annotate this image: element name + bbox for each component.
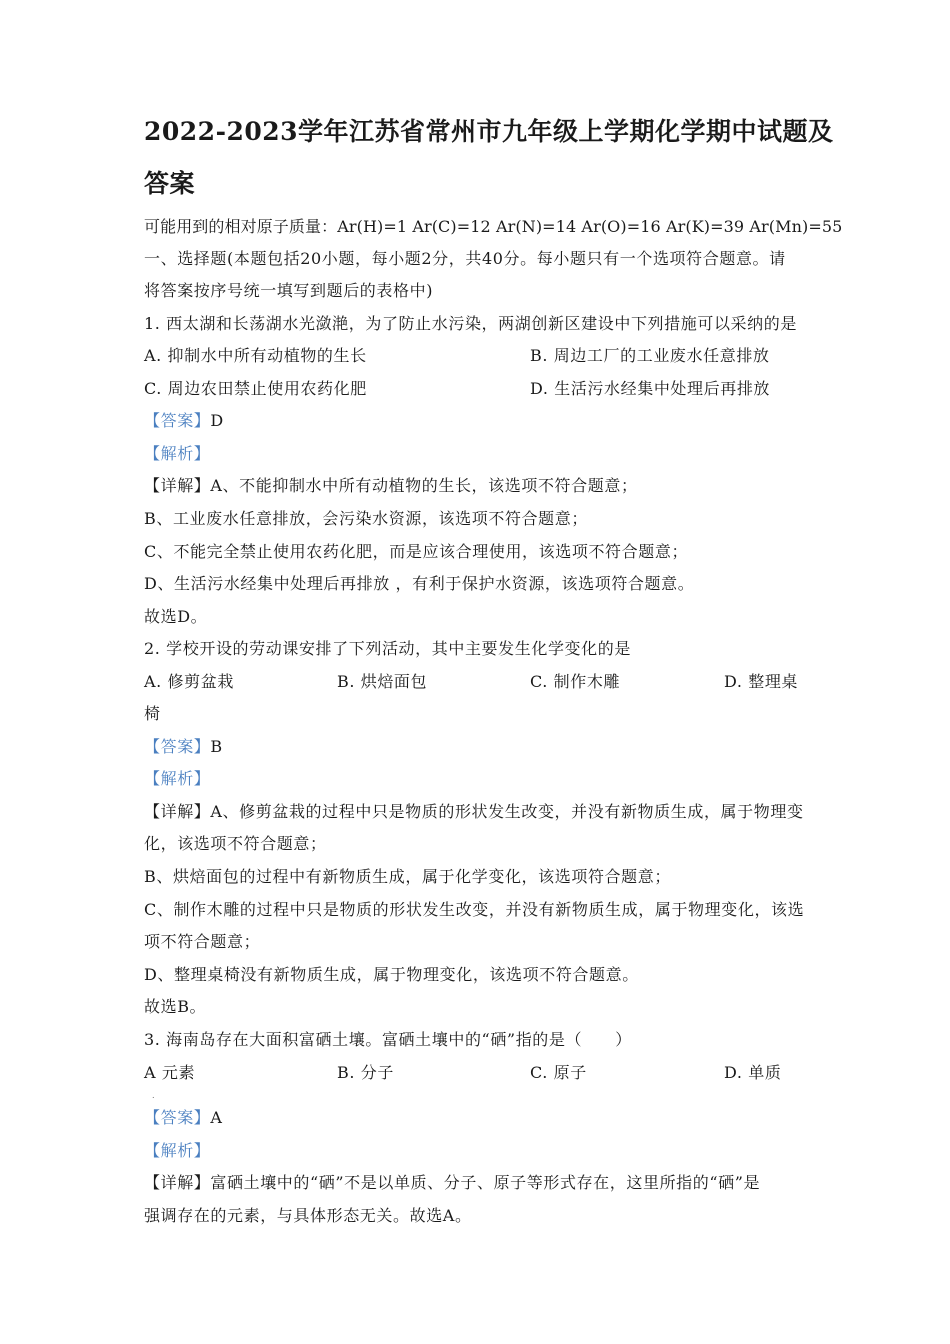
section-heading-line-2: 将答案按序号统一填写到题后的表格中) <box>144 281 434 300</box>
q2-answer-value: B <box>210 737 223 756</box>
q2-analysis-tag: 【解析】 <box>144 769 211 788</box>
q2-option-a: A. 修剪盆栽 <box>144 672 234 691</box>
q1-option-b: B. 周边工厂的工业废水任意排放 <box>530 346 770 365</box>
q2-answer-tag: 【答案】 <box>144 737 211 756</box>
q1-detail-3: C、不能完全禁止使用农药化肥，而是应该合理使用，该选项不符合题意； <box>144 542 689 561</box>
q1-detail-tag: 【详解】 <box>144 476 211 495</box>
q3-detail-1b: 强调存在的元素，与具体形态无关。故选A。 <box>144 1206 472 1225</box>
q1-option-c: C. 周边农田禁止使用农药化肥 <box>144 379 367 398</box>
q1-answer-value: D <box>210 411 224 430</box>
q3-option-b: B. 分子 <box>337 1063 394 1082</box>
q1-detail-1-text: A、不能抑制水中所有动植物的生长，该选项不符合题意； <box>210 476 638 495</box>
q3-answer-tag: 【答案】 <box>144 1108 211 1127</box>
q1-conclusion: 故选D。 <box>144 607 208 626</box>
q1-analysis-tag: 【解析】 <box>144 444 211 463</box>
q2-option-b: B. 烘焙面包 <box>337 672 428 691</box>
q2-detail-3: C、制作木雕的过程中只是物质的形状发生改变，并没有新物质生成，属于物理变化，该选 <box>144 900 805 919</box>
q3-answer <box>144 1107 223 1129</box>
q1-option-d: D. 生活污水经集中处理后再排放 <box>530 379 771 398</box>
q1-answer-tag: 【答案】 <box>144 411 211 430</box>
q2-conclusion: 故选B。 <box>144 997 207 1016</box>
q2-detail-1b: 化，该选项不符合题意； <box>144 834 327 853</box>
q3-option-a: A 元素 <box>144 1063 196 1082</box>
q2-detail-2: B、烘焙面包的过程中有新物质生成，属于化学变化，该选项符合题意； <box>144 867 671 886</box>
q2-detail-4: D、整理桌椅没有新物质生成，属于物理变化，该选项不符合题意。 <box>144 965 639 984</box>
document-title-line-2: 答案 <box>144 169 196 198</box>
q3-stem: 3. 海南岛存在大面积富硒土壤。富硒土壤中的“硒”指的是（ ） <box>144 1030 632 1049</box>
q2-option-d-wrap: 椅 <box>144 704 161 723</box>
q3-detail-1 <box>144 1172 760 1194</box>
q2-detail-1-text: A、修剪盆栽的过程中只是物质的形状发生改变，并没有新物质生成，属于物理变 <box>210 802 804 821</box>
q1-stem: 1. 西太湖和长荡湖水光潋滟，为了防止水污染，两湖创新区建设中下列措施可以采纳的是 <box>144 314 797 333</box>
stray-dot: . <box>152 1091 155 1100</box>
q2-answer <box>144 736 223 758</box>
q2-detail-tag: 【详解】 <box>144 802 211 821</box>
q2-option-d: D. 整理桌 <box>724 672 799 691</box>
q3-detail-1-text: 富硒土壤中的“硒”不是以单质、分子、原子等形式存在，这里所指的“硒”是 <box>210 1173 761 1192</box>
q1-detail-2: B、工业废水任意排放，会污染水资源，该选项不符合题意； <box>144 509 588 528</box>
q2-detail-3b: 项不符合题意； <box>144 932 261 951</box>
q2-option-c: C. 制作木雕 <box>530 672 621 691</box>
q1-answer <box>144 410 224 432</box>
section-heading-line-1: 一、选择题(本题包括20小题，每小题2分，共40分。每小题只有一个选项符合题意。请 <box>144 249 786 268</box>
q3-detail-tag: 【详解】 <box>144 1173 211 1192</box>
q3-option-d: D. 单质 <box>724 1063 782 1082</box>
q2-stem: 2. 学校开设的劳动课安排了下列活动，其中主要发生化学变化的是 <box>144 639 631 658</box>
q1-detail-4: D、生活污水经集中处理后再排放 ，有利于保护水资源，该选项符合题意。 <box>144 574 695 593</box>
q1-detail-1 <box>144 475 638 497</box>
document-title-line-1: 2022-2023学年江苏省常州市九年级上学期化学期中试题及 <box>144 117 834 146</box>
q3-analysis-tag: 【解析】 <box>144 1141 211 1160</box>
q1-option-a: A. 抑制水中所有动植物的生长 <box>144 346 367 365</box>
q2-detail-1 <box>144 801 804 823</box>
q3-option-c: C. 原子 <box>530 1063 587 1082</box>
atomic-mass-line: 可能用到的相对原子质量：Ar(H)=1 Ar(C)=12 Ar(N)=14 Ar(O)=16 Ar(K)=39 Ar(Mn)=55 <box>144 217 843 236</box>
q3-answer-value: A <box>210 1108 223 1127</box>
